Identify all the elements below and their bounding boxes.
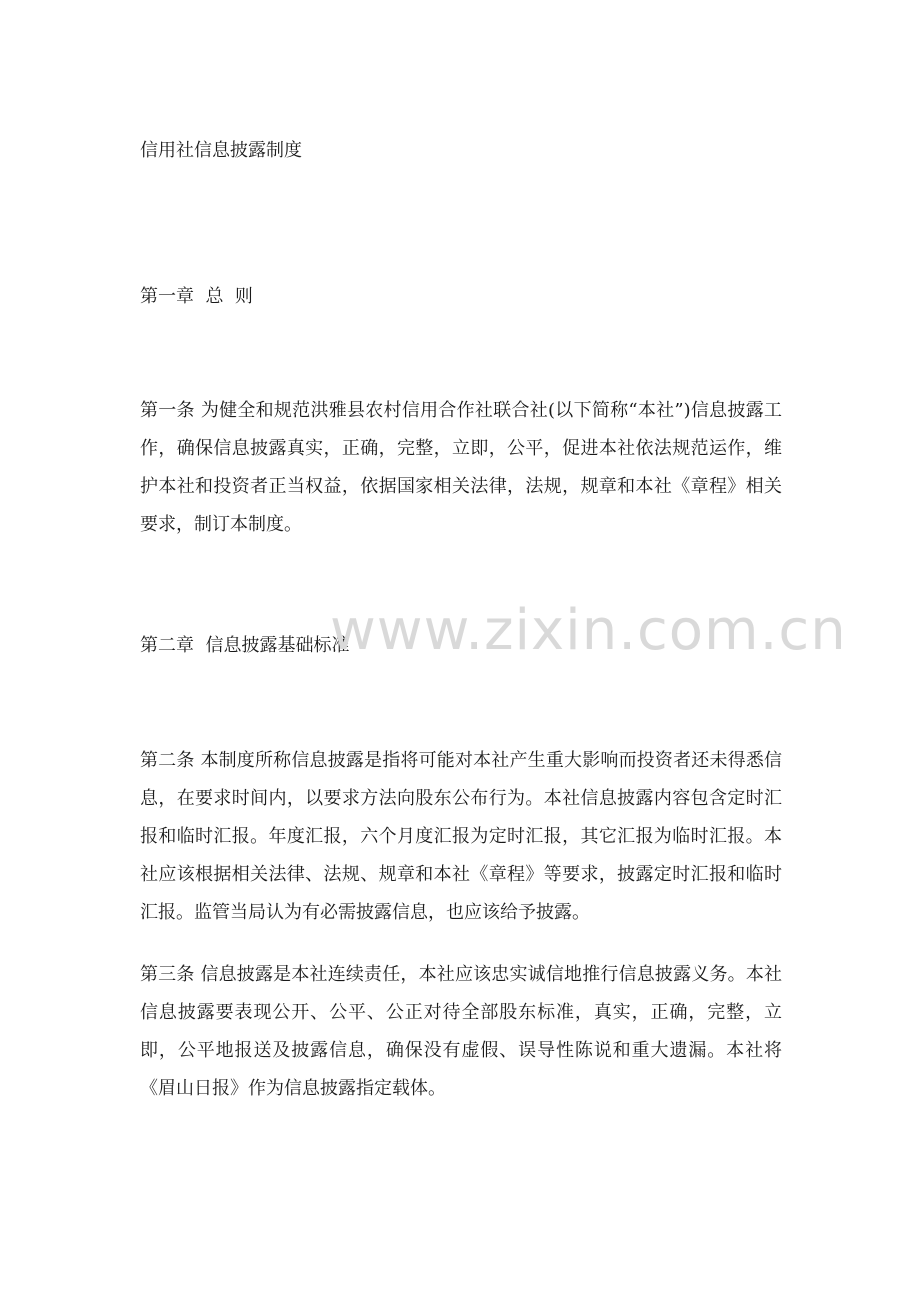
article-3-paragraph: 第三条 信息披露是本社连续责任，本社应该忠实诚信地推行信息披露义务。本社信息披露要表现公开、公平、公正对待全部股东标准，真实，正确，完整，立即，公平地报送及披露信息，确保没有虚假、误导性陈说和重大遗漏。本社将《眉山日报》作为信息披露指定载体。 xyxy=(140,964,782,1099)
article-2-paragraph: 第二条 本制度所称信息披露是指将可能对本社产生重大影响而投资者还未得悉信息，在要求时间内，以要求方法向股东公布行为。本社信息披露内容包含定时汇报和临时汇报。年度汇报，六个月度汇报为定时汇报，其它汇报为临时汇报。本社应该根据相关法律、法规、规章和本社《章程》等要求，披露定时汇报和临时汇报。监管当局认为有必需披露信息，也应该给予披露。 xyxy=(140,750,782,923)
article-1-paragraph: 第一条 为健全和规范洪雅县农村信用合作社联合社(以下简称“本社”)信息披露工作，确保信息披露真实，正确，完整，立即，公平，促进本社依法规范运作，维护本社和投资者正当权益，依据国家相关法律，法规，规章和本社《章程》相关要求，制订本制度。 xyxy=(140,400,782,535)
chapter-1-heading: 第一章 总 则 xyxy=(140,286,253,307)
chapter-2-heading: 第二章 信息披露基础标准 xyxy=(140,635,350,656)
watermark: www.zixin.com.cn xyxy=(330,598,847,663)
document-title: 信用社信息披露制度 xyxy=(140,140,302,161)
